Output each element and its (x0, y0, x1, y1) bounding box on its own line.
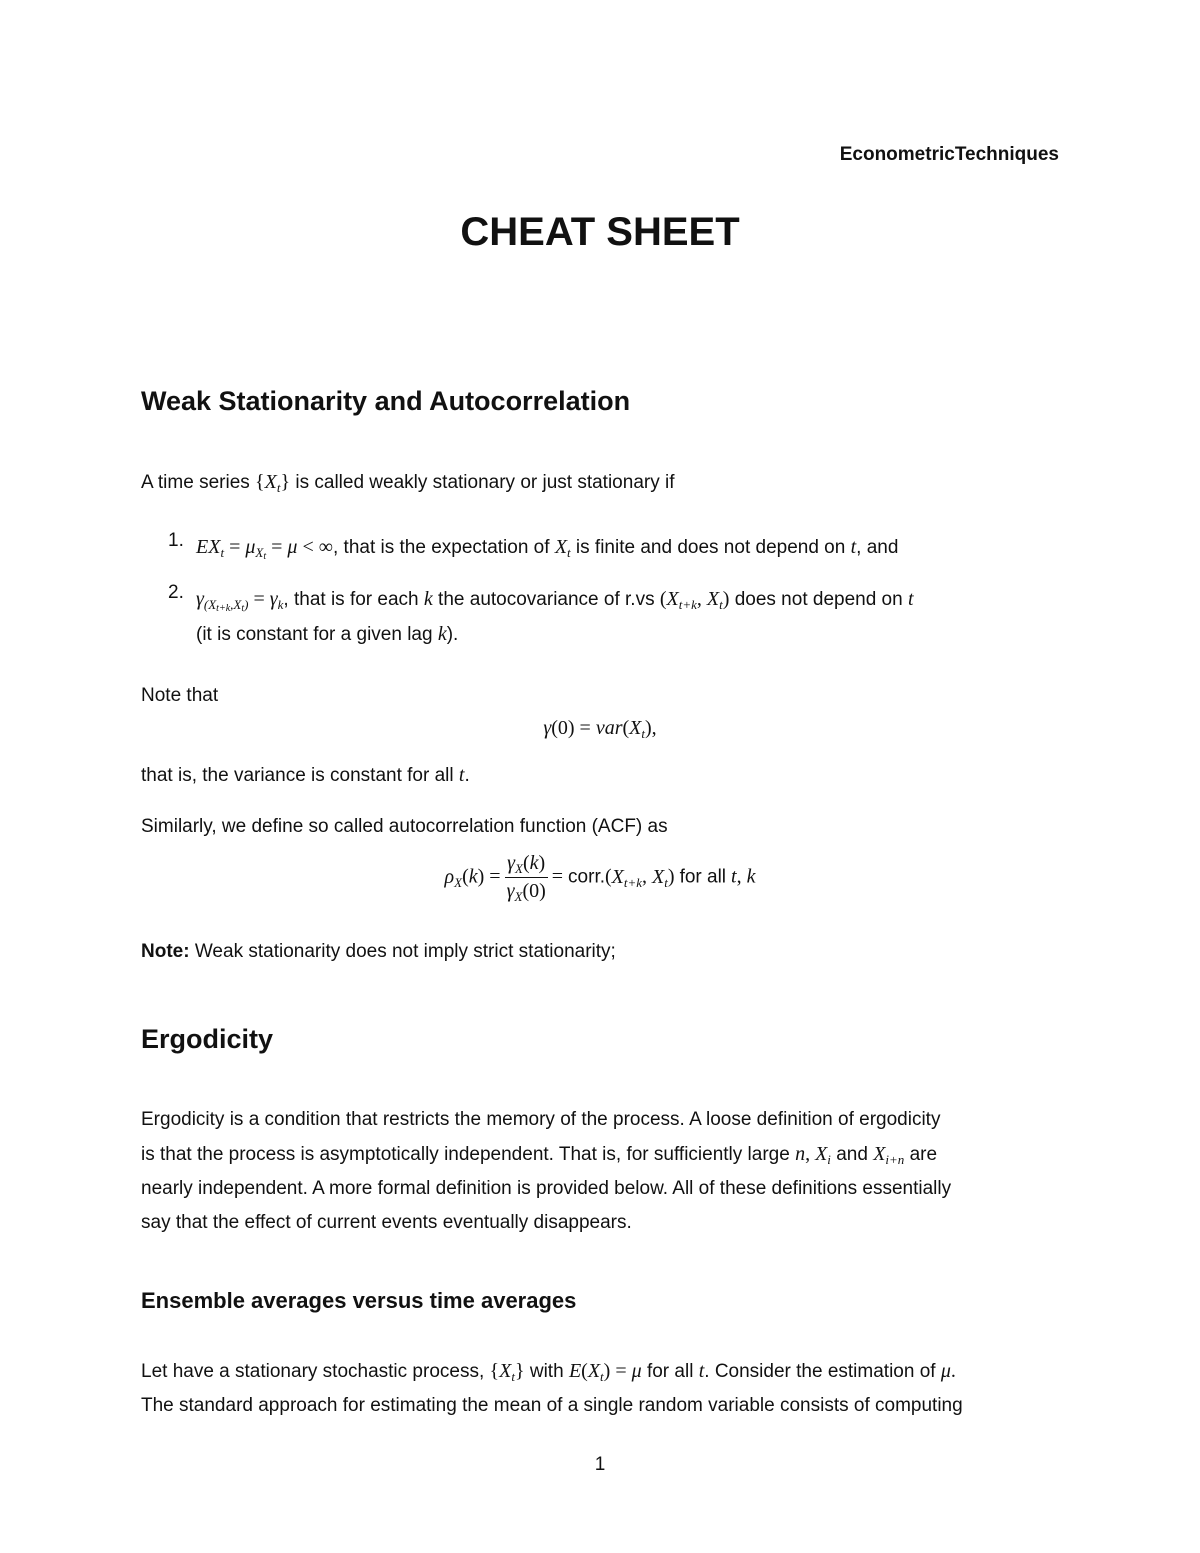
ensemble-paragraph: Let have a stationary stochastic process, $\{X_t\}$ with $E(X_t) = \mu$ for all t. Consider the estimation of μ. The standard approach for estimating the mean of a single random variable consists of computing (141, 1360, 963, 1416)
section-heading-ergodicity: Ergodicity (141, 1024, 274, 1054)
section-heading-weak-stationarity: Weak Stationarity and Autocorrelation (141, 386, 631, 416)
acf-intro-text: Similarly, we define so called autocorrelation function (ACF) as (141, 816, 668, 837)
variance-equation: $\gamma(0) = var(X_t)$, (543, 717, 657, 741)
list-item-number-2: 2. (168, 582, 184, 603)
list-item-1: $EX_t = \mu_{X_t} = \mu$ < ∞, that is the expectation of $X_t$ is finite and does not depend on t, and (196, 536, 899, 562)
list-item-2: $\gamma_{(X_{t+k},X_t)} = \gamma_k$, that is for each k the autocovariance of r.vs ($X_{t+k}$, $X_t$) does not depend on t (it is constant for a given lag k). (196, 588, 914, 645)
ergodicity-paragraph: Ergodicity is a condition that restricts the memory of the process. A loose definition of ergodicity is that the process is asymptotically independent. That is, for sufficiently large n, $X_i$ and $X_{i+n}$ are nearly independent. A more formal definition is provided below. All of these definitions essentially say that the effect of current events eventually disappears. (141, 1109, 952, 1233)
subsection-heading-ensemble-averages: Ensemble averages versus time averages (141, 1288, 577, 1313)
acf-fraction: $\frac{\gamma_X(k)}{\gamma_X(0)}$ (506, 852, 546, 904)
page-number: 1 (594, 1454, 606, 1475)
stationarity-intro: A time series $\{X_t\}$ is called weakly stationary or just stationary if (141, 471, 675, 495)
running-header: EconometricTechniques (839, 144, 1059, 165)
strict-stationarity-note: Note: Weak stationarity does not imply strict stationarity; (141, 941, 616, 962)
list-item-number-1: 1. (168, 530, 184, 551)
note-that-label: Note that (141, 685, 219, 706)
variance-constant-text: that is, the variance is constant for all t. (141, 764, 470, 786)
page-title: CHEAT SHEET (460, 210, 740, 254)
acf-equation: $\rho_X(k)$ = $\frac{\gamma_X(k)}{\gamma_X(0)}$ = $corr.(X_{t+k}$, $X_t$) for all t, k (444, 852, 756, 904)
